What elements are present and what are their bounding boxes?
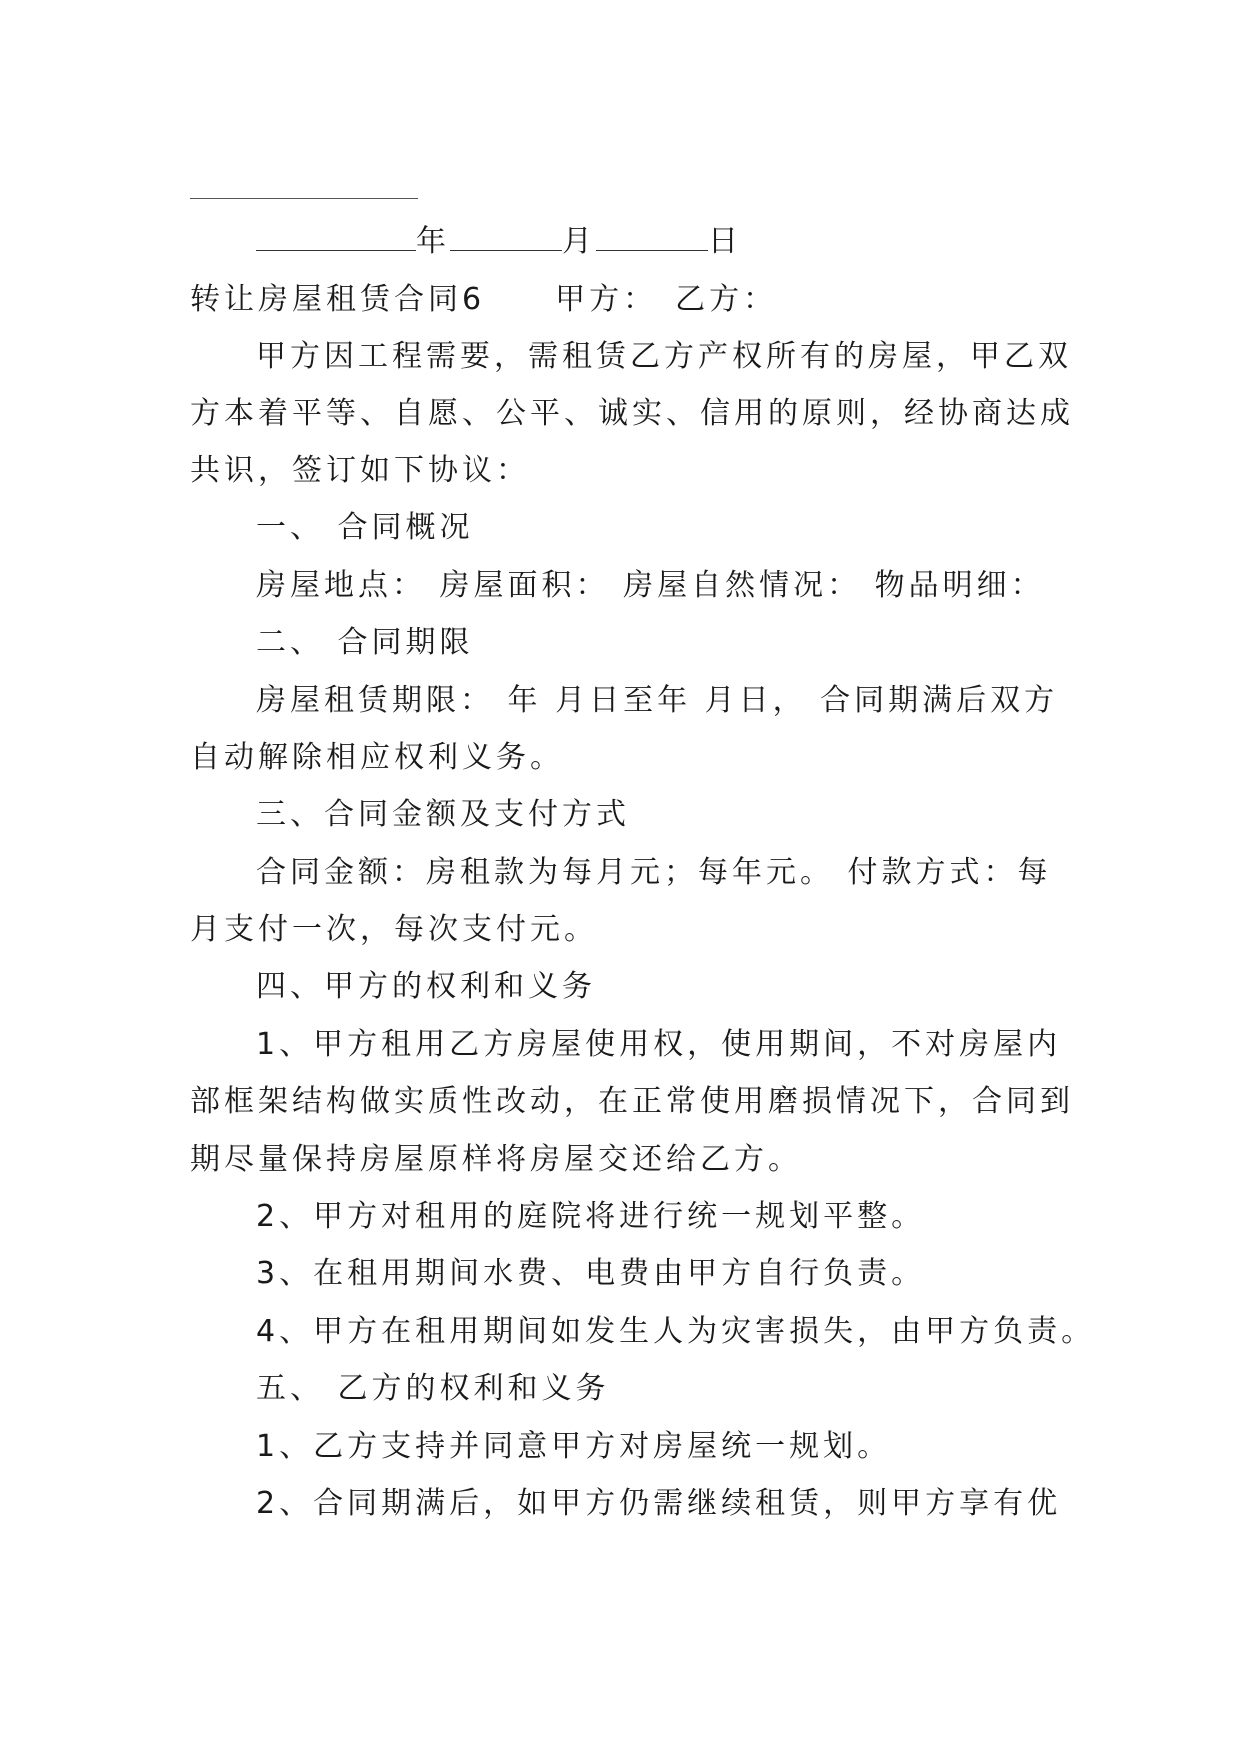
month-blank (450, 224, 562, 251)
paragraph-line: 甲方因工程需要，需租赁乙方产权所有的房屋，甲乙双 (256, 339, 1072, 374)
title-line (190, 280, 777, 320)
day-blank (596, 224, 708, 251)
day-label: 日 (708, 224, 742, 259)
paragraph-line: 部框架结构做实质性改动，在正常使用磨损情况下，合同到 (190, 1084, 1074, 1119)
month-label: 月 (562, 224, 596, 259)
party-a-label: 甲方： (555, 282, 658, 317)
section-heading: 五、 乙方的权利和义务 (256, 1371, 610, 1406)
paragraph-line: 2、甲方对租用的庭院将进行统一规划平整。 (256, 1199, 926, 1234)
paragraph-line: 2、合同期满后，如甲方仍需继续租赁，则甲方享有优 (256, 1486, 1062, 1521)
section-heading: 三、合同金额及支付方式 (256, 797, 630, 832)
section-heading: 四、甲方的权利和义务 (256, 969, 596, 1004)
paragraph-line: 4、甲方在租用期间如发生人为灾害损失，由甲方负责。 (256, 1314, 1096, 1349)
signature-rule (190, 198, 418, 199)
paragraph-line: 3、在租用期间水费、电费由甲方自行负责。 (256, 1256, 926, 1291)
year-label: 年 (416, 224, 450, 259)
section-heading: 二、 合同期限 (256, 625, 474, 660)
paragraph-line: 房屋地点： 房屋面积： 房屋自然情况： 物品明细： (256, 568, 1045, 603)
paragraph-line: 合同金额：房租款为每月元；每年元。 付款方式：每 (256, 855, 1052, 890)
paragraph-line: 1、甲方租用乙方房屋使用权，使用期间，不对房屋内 (256, 1027, 1062, 1062)
section-heading: 一、 合同概况 (256, 510, 474, 545)
paragraph-line: 方本着平等、自愿、公平、诚实、信用的原则，经协商达成 (190, 396, 1074, 431)
paragraph-line: 房屋租赁期限： 年 月日至年 月日， 合同期满后双方 (256, 683, 1059, 718)
paragraph-line: 1、乙方支持并同意甲方对房屋统一规划。 (256, 1429, 892, 1464)
date-line (256, 222, 742, 262)
paragraph-line: 月支付一次，每次支付元。 (190, 912, 598, 947)
year-blank (256, 224, 416, 251)
paragraph-line: 期尽量保持房屋原样将房屋交还给乙方。 (190, 1142, 802, 1177)
paragraph-line: 自动解除相应权利义务。 (190, 740, 564, 775)
contract-title: 转让房屋租赁合同6 (190, 282, 486, 317)
party-b-label: 乙方： (675, 282, 778, 317)
paragraph-line: 共识，签订如下协议： (190, 453, 530, 488)
